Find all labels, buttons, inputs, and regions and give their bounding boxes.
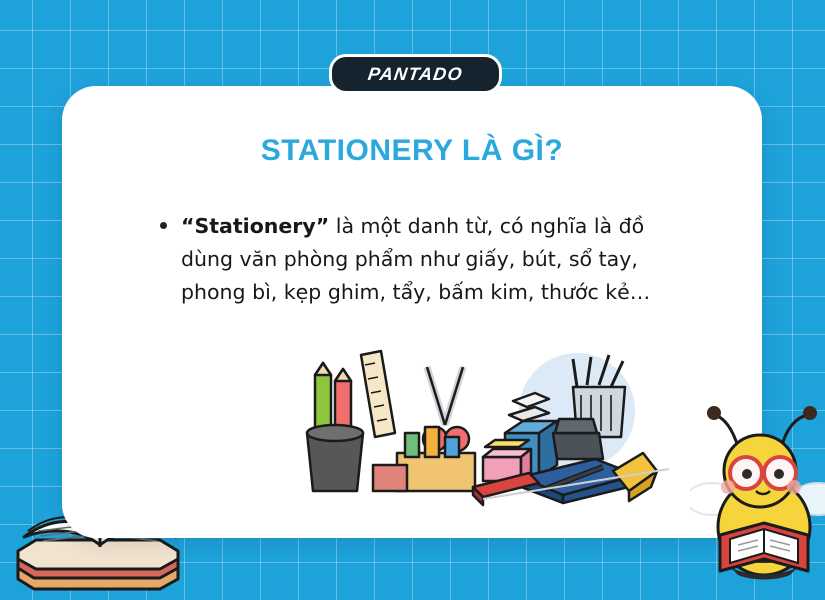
stationery-desk-illustration xyxy=(277,341,677,521)
page-title: STATIONERY LÀ GÌ? xyxy=(260,134,564,167)
bullet-list xyxy=(160,210,700,310)
bee-reading-mascot xyxy=(690,395,825,595)
brand-logo-text: PANTADO xyxy=(366,63,465,84)
bullet-text xyxy=(181,210,700,310)
list-item xyxy=(160,210,700,310)
bullet-rest: là một danh từ, có nghĩa là đồ dùng văn phòng phẩm như giấy, bút, sổ tay, phong bì, kẹp ghim, tẩy, bấm kim, thước kẻ… xyxy=(181,214,651,305)
content-card xyxy=(62,86,762,538)
bullet-dot-icon xyxy=(160,222,167,229)
brand-logo xyxy=(329,54,502,94)
bullet-term: “Stationery” xyxy=(181,214,330,238)
